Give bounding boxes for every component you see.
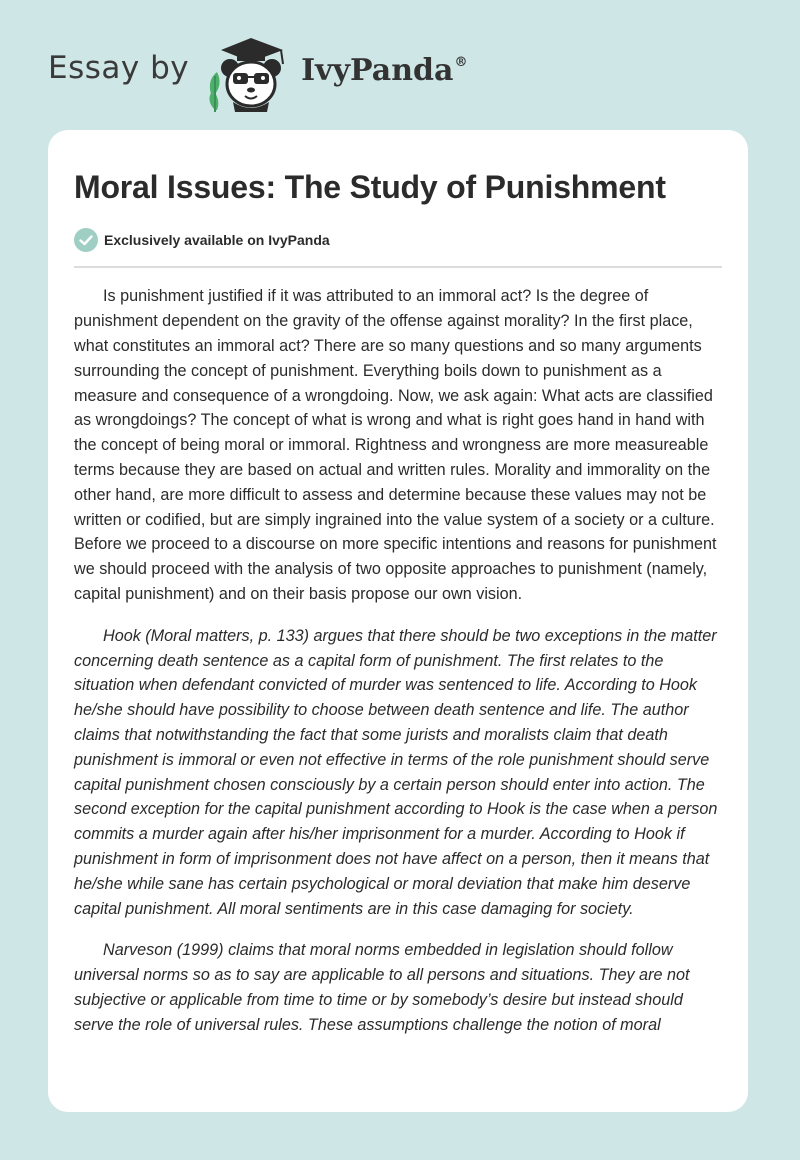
essay-paragraph: Is punishment justified if it was attributed to an immoral act? Is the degree of punishment dependent on the gravity of the offense against morality? In the first place, what constitutes an immoral act? There are so many questions and so many arguments surrounding the concept of punishment. Everything boils down to punishment as a measure and consequence of a wrongdoing. Now, we ask again: What acts are classified as wrongdoings? The concept of what is wrong and what is right goes hand in hand with the concept of being moral or immoral. Rightness and wrongness are more measureable terms because they are based on actual and written rules. Morality and immorality on the other hand, are more difficult to assess and determine because these values may not be written or codified, but are simply ingrained into the value system of a society or a culture. Before we proceed to a discourse on more specific intentions and reasons for punishment we should proceed with the analysis of two opposite approaches to punishment (namely, capital punishment) and on their basis propose our own vision. [74,287,717,603]
check-circle-icon [74,228,98,252]
essay-paragraph: Hook (Moral matters, p. 133) argues that there should be two exceptions in the matter concerning death sentence as a capital form of punishment. The first relates to the situation when defendant convicted of murder was sentenced to life. According to Hook he/she should have possibility to choose between death sentence and life. The author claims that notwithstanding the fact that some jurists and moralists claim that death punishment is immoral or even not effective in terms of the role punishment should serve capital punishment chosen consciously by a certain person should enter into action. The second exception for the capital punishment according to Hook is the case when a person commits a murder again after his/her imprisonment for a murder. According to Hook if punishment in form of imprisonment does not have affect on a person, then it means that he/she while sane has certain psychological or moral deviation that make him deserve capital punishment. All moral sentiments are in this case damaging for society. [74,626,718,918]
brand-header[interactable] [48,32,467,112]
brand-name [301,53,467,88]
panda-graduate-icon [203,32,295,112]
registered-mark: ® [454,54,468,70]
brand-prefix: Essay by [48,50,190,86]
essay-paragraph: Narveson (1999) claims that moral norms embedded in legislation should follow universal norms so as to say are applicable to all persons and situations. They are not subjective or applicable from time to time or by somebody’s desire but instead should serve the role of universal rules. These assumptions challenge the notion of moral [74,941,690,1034]
essay-card [48,130,748,1112]
exclusive-badge-text: Exclusively available on IvyPanda [104,232,330,249]
essay-title: Moral Issues: The Study of Punishment [74,169,666,205]
brand-name-text: IvyPanda [301,52,454,88]
title-divider [74,266,722,268]
exclusive-badge [74,228,722,252]
essay-body [74,284,722,1037]
